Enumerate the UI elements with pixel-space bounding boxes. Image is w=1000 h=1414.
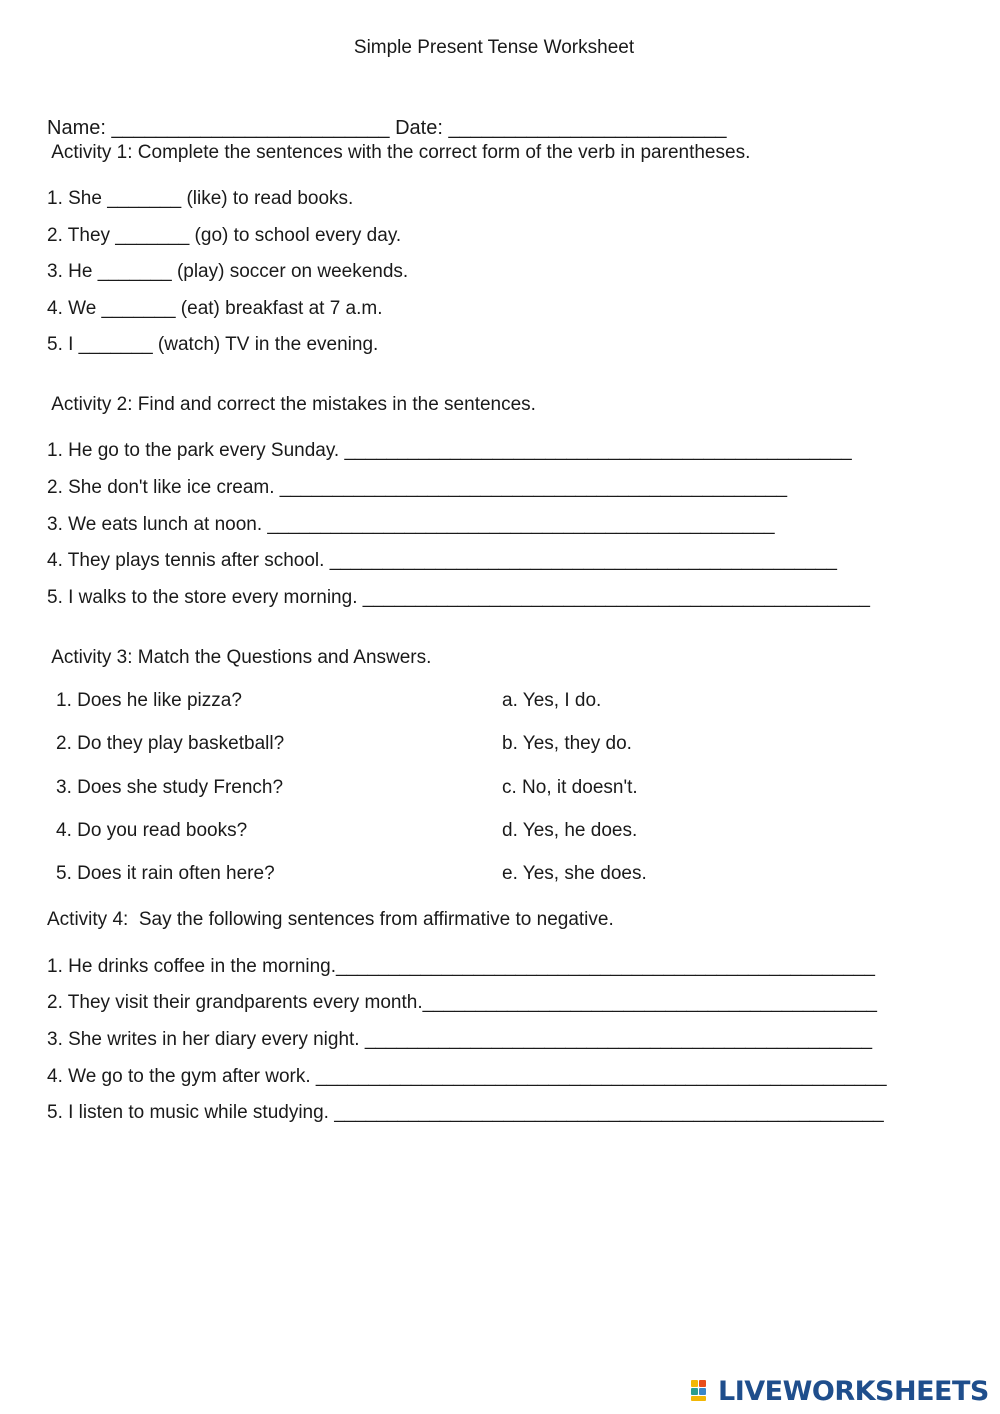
activity3-question[interactable]: 2. Do they play basketball? — [56, 733, 285, 754]
activity3-question[interactable]: 5. Does it rain often here? — [56, 863, 275, 884]
activity4-item[interactable]: 3. She writes in her diary every night. ________________________________________________ — [47, 1029, 873, 1050]
activity3-question[interactable]: 3. Does she study French? — [56, 777, 284, 798]
name-date-line[interactable]: Name: _________________________ Date: _________________________ — [47, 117, 727, 139]
activity1-item[interactable]: 3. He _______ (play) soccer on weekends. — [47, 261, 409, 282]
activity1-item[interactable]: 2. They _______ (go) to school every day. — [47, 225, 402, 246]
activity2-item[interactable]: 5. I walks to the store every morning. ________________________________________________ — [47, 587, 870, 608]
liveworksheets-logo[interactable] — [691, 1376, 989, 1406]
activity4-item[interactable]: 5. I listen to music while studying. ____________________________________________________ — [47, 1102, 884, 1123]
activity1-item[interactable]: 5. I _______ (watch) TV in the evening. — [47, 334, 379, 355]
activity4-item[interactable]: 4. We go to the gym after work. ______________________________________________________ — [47, 1066, 887, 1087]
liveworksheets-logo-icon — [691, 1380, 715, 1402]
activity3-question[interactable]: 1. Does he like pizza? — [56, 690, 242, 711]
liveworksheets-logo-text: LIVEWORKSHEETS — [718, 1375, 989, 1407]
activity2-item[interactable]: 2. She don't like ice cream. ________________________________________________ — [47, 477, 788, 498]
activity3-answer[interactable]: c. No, it doesn't. — [502, 777, 638, 798]
activity1-heading: Activity 1: Complete the sentences with the correct form of the verb in parentheses. — [47, 142, 751, 163]
activity2-item[interactable]: 3. We eats lunch at noon. ________________________________________________ — [47, 514, 775, 535]
activity3-answer[interactable]: e. Yes, she does. — [502, 863, 647, 884]
activity3-question[interactable]: 4. Do you read books? — [56, 820, 248, 841]
activity3-answer[interactable]: b. Yes, they do. — [502, 733, 632, 754]
activity3-heading: Activity 3: Match the Questions and Answers. — [47, 647, 432, 668]
activity2-item[interactable]: 4. They plays tennis after school. ________________________________________________ — [47, 550, 837, 571]
activity1-item[interactable]: 4. We _______ (eat) breakfast at 7 a.m. — [47, 298, 383, 319]
activity3-answer[interactable]: a. Yes, I do. — [502, 690, 602, 711]
worksheet-title: Simple Present Tense Worksheet — [353, 37, 635, 58]
activity4-item[interactable]: 1. He drinks coffee in the morning.___________________________________________________ — [47, 956, 875, 977]
activity3-answer[interactable]: d. Yes, he does. — [502, 820, 638, 841]
activity2-item[interactable]: 1. He go to the park every Sunday. ________________________________________________ — [47, 440, 852, 461]
activity4-item[interactable]: 2. They visit their grandparents every month.___________________________________________ — [47, 992, 877, 1013]
activity1-item[interactable]: 1. She _______ (like) to read books. — [47, 188, 354, 209]
activity2-heading: Activity 2: Find and correct the mistakes in the sentences. — [47, 394, 536, 415]
activity4-heading: Activity 4: Say the following sentences from affirmative to negative. — [47, 909, 614, 930]
